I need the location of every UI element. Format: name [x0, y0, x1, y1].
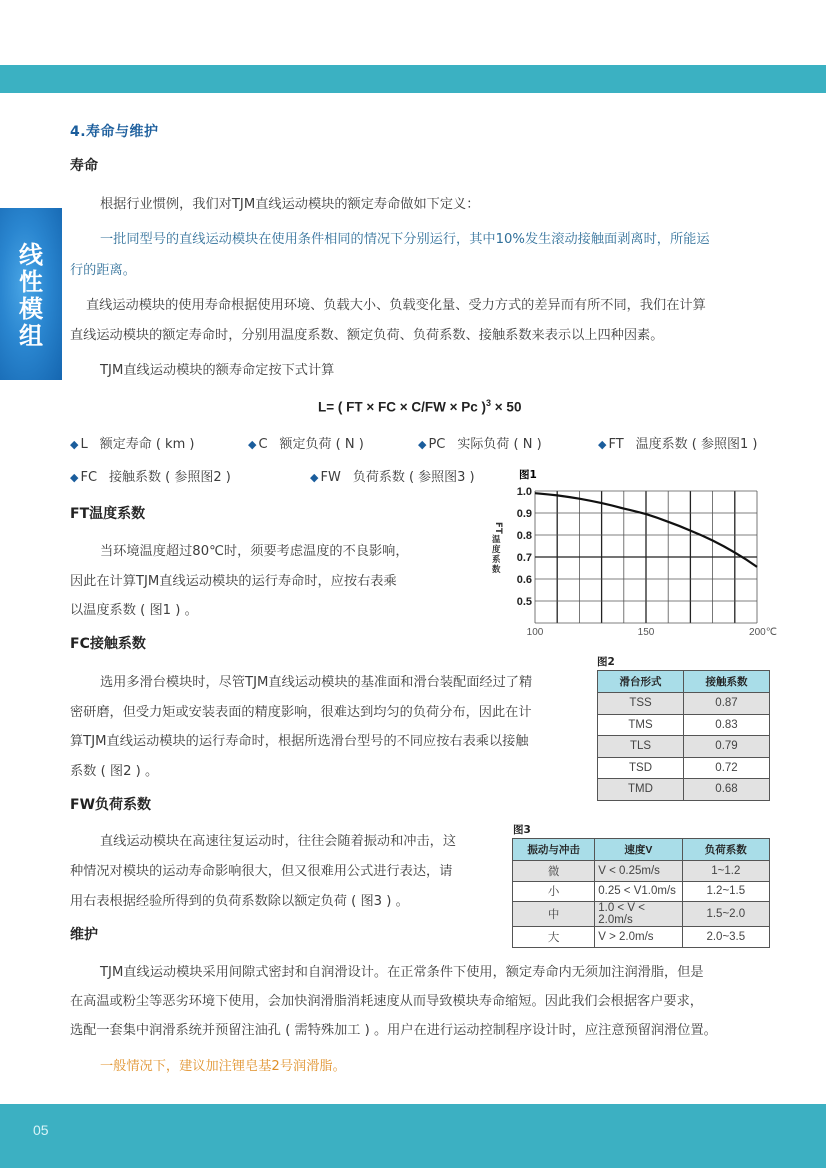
- chart-y-axis-label-char: F: [493, 522, 503, 528]
- table-cell: 大: [513, 927, 595, 948]
- table-cell: TLS: [598, 736, 684, 758]
- chart-y-tick-label: 0.8: [516, 530, 532, 542]
- table-cell: V < 0.25m/s: [595, 861, 682, 882]
- contact-coefficient-table: [597, 670, 770, 801]
- table-header-cell: 负荷系数: [682, 839, 769, 861]
- chart-y-axis-label-char: 系: [492, 555, 501, 565]
- table-row: [513, 861, 770, 882]
- definition-desc: 负荷系数 ( 参照图3 ): [352, 470, 475, 485]
- header-band: [0, 65, 826, 93]
- definition-key: PC: [428, 437, 446, 452]
- footer-band: [0, 1104, 826, 1168]
- diamond-bullet-icon: ◆: [598, 438, 607, 451]
- ft-line-1: 当环境温度超过80℃时，须要考虑温度的不良影响，: [100, 544, 409, 559]
- life-definition-line-1: 一批同型号的直线运动模块在使用条件相同的情况下分别运行，其中10%发生滚动接触面剥离时，所能运: [100, 232, 710, 247]
- ft-temperature-chart: [490, 469, 780, 638]
- table-row: [513, 902, 770, 927]
- chart-y-tick-label: 0.7: [516, 552, 532, 564]
- chart-y-tick-label: 1.0: [516, 486, 532, 498]
- ft-heading: FT温度系数: [70, 506, 146, 522]
- diamond-bullet-icon: ◆: [248, 438, 257, 451]
- ft-line-3: 以温度系数 ( 图1 ) 。: [70, 603, 198, 618]
- fc-line-2: 密研磨，但受力矩或安装表面的精度影响，很难达到均匀的负荷分布，因此在计: [70, 705, 532, 720]
- ft-line-2: 因此在计算TJM直线运动模块的运行寿命时，应按右表乘: [70, 574, 397, 589]
- maintenance-heading: 维护: [70, 927, 98, 943]
- chart-y-axis-label-char: 度: [492, 545, 501, 555]
- definition-key: FW: [320, 470, 341, 485]
- table-cell: 0.83: [684, 714, 770, 736]
- maintenance-note: 一般情况下，建议加注锂皂基2号润滑脂。: [100, 1059, 346, 1074]
- chart-y-tick-label: 0.9: [516, 508, 532, 520]
- table-cell: 0.25 < V1.0m/s: [595, 881, 682, 902]
- fig3-label: 图3: [513, 824, 531, 836]
- table-cell: 微: [513, 861, 595, 882]
- table-header-cell: 速度V: [595, 839, 682, 861]
- chart-grid: [535, 491, 757, 623]
- chart-x-tick-label: 200℃: [749, 627, 777, 638]
- maintenance-line-1: TJM直线运动模块采用间隙式密封和自润滑设计。在正常条件下使用，额定寿命内无须加注润滑脂，但是: [100, 965, 704, 980]
- table-cell: 1~1.2: [682, 861, 769, 882]
- chart-title: 图1: [519, 469, 537, 481]
- table-cell: 1.5~2.0: [682, 902, 769, 927]
- chart-y-axis-label: [492, 522, 503, 575]
- life-definition-line-2: 行的距离。: [70, 263, 136, 278]
- side-tab-char: 性: [19, 268, 43, 296]
- side-tab-char: 组: [19, 322, 43, 350]
- fw-line-3: 用右表根据经验所得到的负荷系数除以额定负荷 ( 图3 ) 。: [70, 894, 409, 909]
- definition-desc: 接触系数 ( 参照图2 ): [109, 470, 231, 485]
- fw-line-1: 直线运动模块在高速往复运动时，往往会随着振动和冲击，这: [100, 834, 457, 849]
- chart-x-tick-label: 100: [526, 627, 544, 638]
- table-row: [513, 881, 770, 902]
- chapter-side-tab-label: [0, 242, 62, 350]
- definition-item: [310, 466, 475, 485]
- life-heading: 寿命: [70, 158, 98, 174]
- fw-line-2: 种情况对模块的运动寿命影响很大，但又很难用公式进行表达，请: [70, 864, 453, 879]
- definition-key: L: [80, 437, 88, 452]
- fc-line-4: 系数 ( 图2 ) 。: [70, 764, 159, 779]
- definition-item: [70, 466, 231, 485]
- table-cell: TMD: [598, 779, 684, 801]
- side-tab-char: 线: [19, 241, 43, 269]
- definition-item: [418, 433, 542, 452]
- table-header-row: [513, 839, 770, 861]
- definition-desc: 温度系数 ( 参照图1 ): [635, 437, 758, 452]
- formula-tail: × 50: [491, 399, 522, 415]
- table-cell: 0.68: [684, 779, 770, 801]
- chart-x-ticks: [527, 627, 777, 638]
- table-cell: TSS: [598, 693, 684, 715]
- table-cell: 0.72: [684, 757, 770, 779]
- table-cell: TMS: [598, 714, 684, 736]
- table-cell: V > 2.0m/s: [595, 927, 682, 948]
- definition-key: FT: [608, 437, 624, 452]
- table-cell: TSD: [598, 757, 684, 779]
- life-paragraph-3-line-2: 直线运动模块的额定寿命时，分别用温度系数、额定负荷、负荷系数、接触系数来表示以上四种因素。: [70, 328, 664, 343]
- chart-y-axis-label-char: 数: [492, 565, 501, 575]
- diamond-bullet-icon: ◆: [418, 438, 427, 451]
- maintenance-line-3: 选配一套集中润滑系统并预留注油孔 ( 需特殊加工 ) 。用户在进行运动控制程序设计时，应注意预留润滑位置。: [70, 1023, 717, 1038]
- table-header-cell: 接触系数: [684, 671, 770, 693]
- table-row: [598, 757, 770, 779]
- table-cell: 2.0~3.5: [682, 927, 769, 948]
- life-paragraph-4: TJM直线运动模块的额寿命定按下式计算: [100, 363, 335, 378]
- table-row: [598, 714, 770, 736]
- definition-key: C: [258, 437, 268, 452]
- table-row: [598, 693, 770, 715]
- page-number: 05: [33, 1122, 49, 1138]
- table-header-cell: 滑台形式: [598, 671, 684, 693]
- definition-item: [248, 433, 364, 452]
- definition-desc: 额定寿命 ( km ): [99, 437, 195, 452]
- diamond-bullet-icon: ◆: [70, 438, 79, 451]
- table-cell: 小: [513, 881, 595, 902]
- life-paragraph-1: 根据行业惯例，我们对TJM直线运动模块的额定寿命做如下定义：: [100, 197, 480, 212]
- definition-item: [598, 433, 757, 452]
- maintenance-line-2: 在高温或粉尘等恶劣环境下使用，会加快润滑脂消耗速度从而导致模块寿命缩短。因此我们会根据客户要求，: [70, 994, 703, 1009]
- chart-y-tick-label: 0.5: [516, 596, 532, 608]
- fig2-label: 图2: [597, 656, 615, 668]
- formula-main: L= ( FT × FC × C/FW × Pc ): [318, 399, 487, 415]
- diamond-bullet-icon: ◆: [70, 471, 79, 484]
- chart-y-axis-label-char: T: [493, 528, 503, 534]
- chart-y-axis-label-char: 温: [492, 535, 501, 545]
- fc-line-3: 算TJM直线运动模块的运行寿命时，根据所选滑台型号的不同应按右表乘以接触: [70, 734, 529, 749]
- table-cell: 0.79: [684, 736, 770, 758]
- table-row: [598, 736, 770, 758]
- table-cell: 0.87: [684, 693, 770, 715]
- formula-exponent: 3: [486, 398, 492, 408]
- chart-x-tick-label: 150: [637, 627, 655, 638]
- table-cell: 1.0 < V < 2.0m/s: [595, 902, 682, 927]
- side-tab-char: 模: [19, 295, 43, 323]
- life-formula: [318, 398, 521, 415]
- chapter-side-tab: [0, 208, 62, 380]
- definition-item: [70, 433, 194, 452]
- chart-y-ticks: [517, 486, 532, 608]
- life-paragraph-3-line-1: 直线运动模块的使用寿命根据使用环境、负载大小、负载变化量、受力方式的差异而有所不同，我们在计算: [86, 298, 706, 313]
- fc-line-1: 选用多滑台模块时，尽管TJM直线运动模块的基准面和滑台装配面经过了精: [100, 675, 533, 690]
- table-header-row: [598, 671, 770, 693]
- table-cell: 1.2~1.5: [682, 881, 769, 902]
- fw-heading: FW负荷系数: [70, 797, 152, 813]
- table-row: [513, 927, 770, 948]
- section-title: 4.寿命与维护: [70, 124, 159, 140]
- table-header-cell: 振动与冲击: [513, 839, 595, 861]
- chart-y-tick-label: 0.6: [516, 574, 532, 586]
- table-cell: 中: [513, 902, 595, 927]
- definition-desc: 额定负荷 ( N ): [279, 437, 364, 452]
- fc-heading: FC接触系数: [70, 636, 146, 652]
- diamond-bullet-icon: ◆: [310, 471, 319, 484]
- definition-key: FC: [80, 470, 98, 485]
- table-row: [598, 779, 770, 801]
- definition-desc: 实际负荷 ( N ): [457, 437, 542, 452]
- load-coefficient-table: [512, 838, 770, 948]
